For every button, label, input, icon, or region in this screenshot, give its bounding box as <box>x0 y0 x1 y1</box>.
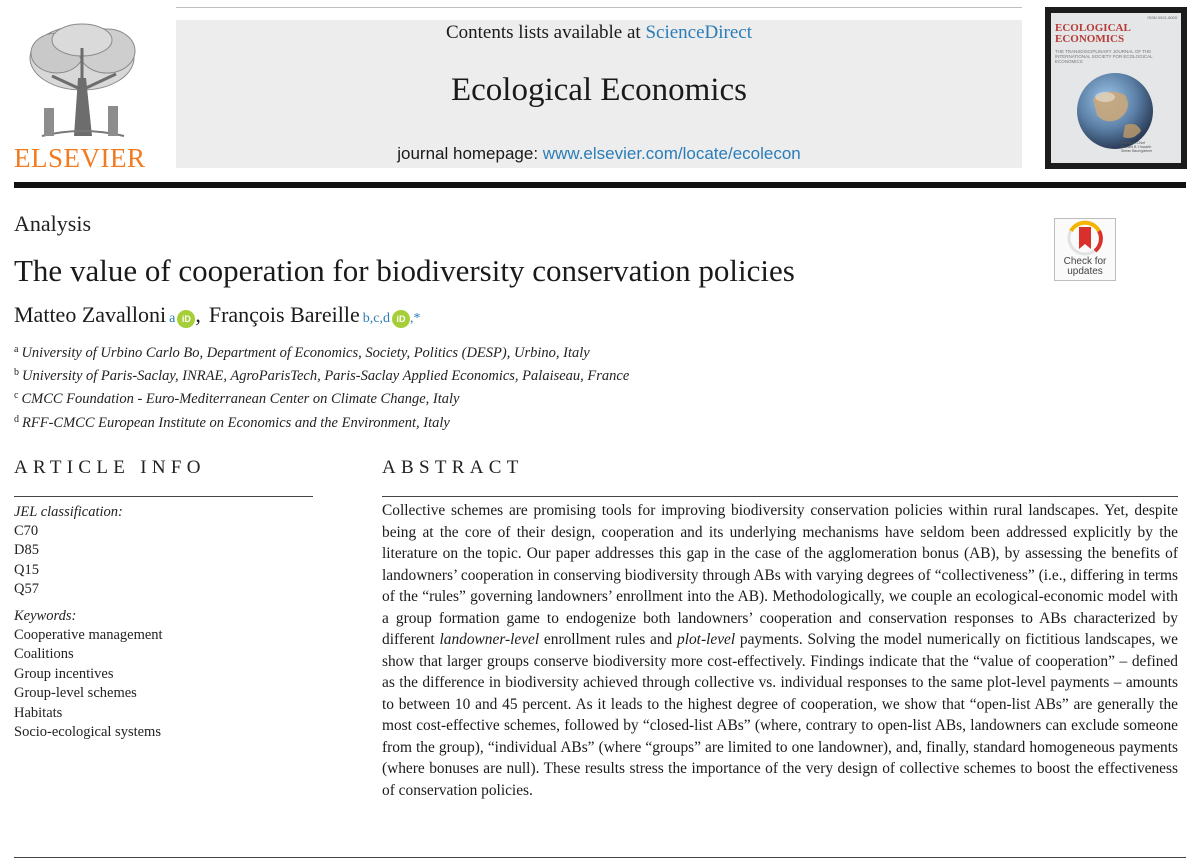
orcid-icon[interactable]: iD <box>177 310 195 328</box>
jel-classification-title: JEL classification: <box>14 504 123 520</box>
homepage-line <box>176 144 1022 164</box>
author-separator: , <box>195 302 201 327</box>
keywords-title: Keywords: <box>14 608 77 624</box>
article-info-rule <box>14 496 313 497</box>
jel-code-list <box>14 522 39 600</box>
corresponding-author-mark[interactable]: ,* <box>409 311 421 326</box>
elsevier-logo-text[interactable]: ELSEVIER <box>14 143 146 173</box>
check-for-updates-button[interactable] <box>1054 218 1116 281</box>
article-info-heading: ARTICLE INFO <box>14 457 206 478</box>
contents-line <box>176 22 1022 44</box>
homepage-link[interactable]: www.elsevier.com/locate/ecolecon <box>542 144 801 163</box>
journal-title: Ecological Economics <box>451 72 747 108</box>
abstract-rule <box>382 496 1178 497</box>
author-name-1[interactable]: Matteo Zavalloni <box>14 302 167 327</box>
keyword-item: Group-level schemes <box>14 685 137 702</box>
cover-issn: ISSN 0921-8009 <box>1147 15 1177 20</box>
jel-code: Q57 <box>14 581 39 598</box>
orcid-icon[interactable]: iD <box>392 310 410 328</box>
bottom-rule <box>14 857 1186 858</box>
cover-subtitle: THE TRANSDISCIPLINARY JOURNAL OF THE INTERNATIONAL SOCIETY FOR ECOLOGICAL ECONOMICS <box>1055 49 1153 64</box>
jel-code: Q15 <box>14 561 39 578</box>
author-affil-2[interactable]: b,c,d <box>362 311 390 326</box>
keyword-item: Coalitions <box>14 646 74 663</box>
author-name-2[interactable]: François Bareille <box>208 302 360 327</box>
cover-editors: Editors-in-Chief Richard B. Howarth Stefan Baumgärtner <box>1121 141 1153 153</box>
keyword-item: Group incentives <box>14 665 114 682</box>
jel-code: C70 <box>14 523 39 539</box>
affiliation-item: $^b$ University of Paris-Saclay, INRAE, AgroParisTech, Paris-Saclay Applied Economics, Palaiseau, France <box>14 367 630 385</box>
jel-code: D85 <box>14 542 39 559</box>
sciencedirect-link[interactable]: ScienceDirect <box>645 22 753 43</box>
affiliation-item: $^d$ RFF-CMCC European Institute on Economics and the Environment, Italy <box>14 413 450 431</box>
keyword-item: Cooperative management <box>14 627 163 643</box>
check-updates-label: Check for updates <box>1063 256 1107 277</box>
abstract-text: Collective schemes are promising tools for improving biodiversity conservation policies within rural landscapes. Yet, despite being at the core of their design, cooperation and its underlying mechanisms have seldom been addressed explicitly by the literature on the topic. Our paper addresses this gap in the case of the agglomeration bonus (AB), by assessing the benefits of landowners’ cooperation in conserving biodiversity through ABs with varying degrees of “collectiveness” (i.e., differing in terms of the “rules” governing landowners’ enrollment into the AB). Methodologically, we couple an ecological-economic model with a group formation game to endogenize both landowners’ cooperation and conservation responses to ABs characterized by different landowner-level enrollment rules and plot-level payments. Solving the model numerically on fictitious landscapes, we show that larger groups conserve biodiversity more cost-effectively. Findings indicate that the “value of cooperation” – defined as the difference in biodiversity achieved through collective vs. individual responses to the same plot-level payments – amounts to between 10 and 45 percent. As it leads to the highest degree of cooperation, we show that “open-list ABs” are generally the most cost-effective schemes, followed by “closed-list ABs” (where, contrary to open-list ABs, landowners can exclude someone from the group), “individual ABs” (where “groups” are limited to one landowner), and, finally, standard homogeneous payments (where bonuses are null). These results stress the importance of the very design of collective schemes to boost the effectiveness of conservation policies. <box>382 502 1179 799</box>
abstract-heading: ABSTRACT <box>382 457 524 478</box>
contents-prefix: Contents lists available at <box>445 22 641 43</box>
journal-cover[interactable] <box>1045 7 1187 169</box>
affiliation-item: $^c$ CMCC Foundation - Euro-Mediterranean Center on Climate Change, Italy <box>14 390 460 408</box>
section-label: Analysis <box>14 211 91 236</box>
keyword-list <box>14 626 163 742</box>
top-rule <box>176 7 1022 8</box>
keyword-item: Habitats <box>14 704 63 721</box>
affiliations <box>14 340 629 433</box>
author-list <box>14 302 420 328</box>
homepage-prefix: journal homepage: <box>397 144 539 163</box>
cover-title: ECOLOGICAL ECONOMICS <box>1055 22 1131 45</box>
bookmark-update-icon <box>1055 219 1115 257</box>
article-title: The value of cooperation for biodiversity conservation policies <box>14 253 795 288</box>
journal-cover-page <box>1051 13 1181 163</box>
affiliation-item: $^a$ University of Urbino Carlo Bo, Department of Economics, Society, Politics (DESP), Urbino, Italy <box>14 344 590 361</box>
keyword-item: Socio-ecological systems <box>14 724 161 741</box>
header-rule <box>14 182 1186 188</box>
author-affil-1[interactable]: a <box>169 311 176 326</box>
